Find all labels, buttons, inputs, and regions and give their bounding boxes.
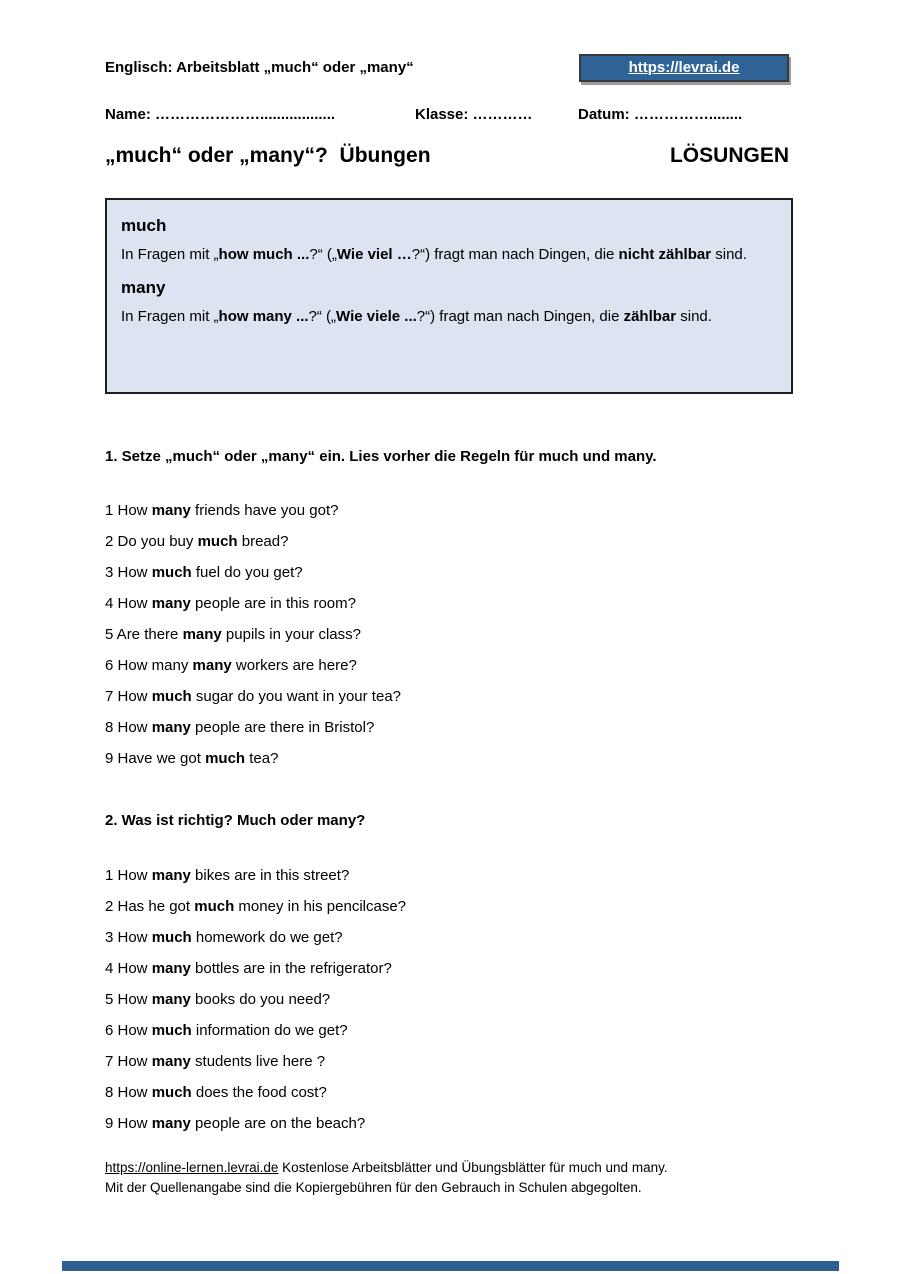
item-text: friends have you got?: [190, 502, 339, 519]
item-text: money in his pencilcase?: [234, 898, 407, 915]
item-number: 4: [105, 595, 114, 612]
item-text: sugar do you want in your tea?: [191, 688, 401, 705]
klasse-field: Klasse: …………: [415, 106, 533, 123]
item-answer: much: [194, 898, 235, 915]
item-number: 4: [105, 960, 114, 977]
item-answer: many: [182, 626, 222, 643]
item-text: people are in this room?: [190, 595, 356, 612]
rule-segment-bold: how much ...: [218, 246, 310, 263]
exercise2-heading: 2. Was ist richtig? Much oder many?: [105, 812, 366, 829]
item-answer: many: [151, 1115, 191, 1132]
item-answer: many: [151, 1053, 191, 1070]
item-text: tea?: [245, 750, 279, 767]
exercise1-item-3: [105, 557, 401, 588]
item-text: Has he got: [113, 898, 195, 915]
exercise1-heading: 1. Setze „much“ oder „many“ ein. Lies vorher die Regeln für much und many.: [105, 448, 657, 465]
item-text: How: [113, 960, 152, 977]
item-text: workers are here?: [231, 657, 357, 674]
item-answer: many: [151, 960, 191, 977]
item-number: 2: [105, 533, 114, 550]
exercise2-items: [105, 860, 406, 1139]
item-text: homework do we get?: [191, 929, 343, 946]
exercise2-item-8: [105, 1077, 406, 1108]
exercise1-items: [105, 495, 401, 774]
item-text: How: [113, 502, 152, 519]
item-text: Are there: [113, 626, 183, 643]
title-row: [105, 144, 789, 168]
item-number: 9: [105, 1115, 114, 1132]
item-answer: many: [151, 595, 191, 612]
item-number: 9: [105, 750, 114, 767]
item-text: bottles are in the refrigerator?: [190, 960, 392, 977]
item-number: 7: [105, 1053, 114, 1070]
bottom-page-bar: [62, 1261, 839, 1271]
item-text: people are on the beach?: [190, 1115, 366, 1132]
item-answer: many: [151, 867, 191, 884]
item-answer: many: [151, 991, 191, 1008]
item-text: bread?: [237, 533, 289, 550]
worksheet-header-title: Englisch: Arbeitsblatt „much“ oder „many“: [105, 59, 414, 76]
exercise2-item-1: [105, 860, 406, 891]
item-text: How: [113, 1053, 152, 1070]
solutions-label: LÖSUNGEN: [669, 144, 789, 167]
item-text: How: [113, 991, 152, 1008]
site-link[interactable]: https://levrai.de: [628, 59, 740, 76]
item-answer: many: [151, 502, 191, 519]
page-title: „much“ oder „many“? Übungen: [105, 144, 431, 167]
item-answer: much: [151, 688, 192, 705]
item-number: 6: [105, 1022, 114, 1039]
rule-segment-bold: how many ...: [218, 307, 309, 325]
item-answer: much: [151, 1022, 192, 1039]
rule-segment: sind.: [676, 307, 712, 325]
exercise1-item-6: [105, 650, 401, 681]
item-text: How: [113, 1084, 152, 1101]
item-text: people are there in Bristol?: [190, 719, 375, 736]
item-text: fuel do you get?: [191, 564, 303, 581]
item-number: 5: [105, 991, 114, 1008]
exercise1-item-9: [105, 743, 401, 774]
rule-segment: ?“) fragt man nach Dingen, die: [411, 246, 619, 263]
datum-field: Datum: ……………........: [578, 106, 743, 123]
item-text: pupils in your class?: [221, 626, 361, 643]
exercise2-item-3: [105, 922, 406, 953]
rule-term-much: much: [121, 216, 167, 235]
item-text: books do you need?: [190, 991, 331, 1008]
footer-line-1-text: Kostenlose Arbeitsblätter und Übungsblätter für much und many.: [278, 1160, 668, 1175]
rule-segment: sind.: [711, 246, 747, 263]
rule-many-text: [121, 306, 777, 328]
item-text: How: [113, 688, 152, 705]
exercise2-item-7: [105, 1046, 406, 1077]
exercise2-item-5: [105, 984, 406, 1015]
item-text: does the food cost?: [191, 1084, 327, 1101]
item-answer: much: [205, 750, 246, 767]
item-number: 1: [105, 867, 114, 884]
exercise2-item-4: [105, 953, 406, 984]
exercise1-item-5: [105, 619, 401, 650]
fill-in-fields-row: [105, 106, 789, 126]
item-answer: much: [151, 564, 192, 581]
exercise1-item-8: [105, 712, 401, 743]
item-text: How: [113, 719, 152, 736]
rule-segment-bold: nicht zählbar: [618, 246, 712, 263]
name-field: Name: …………………..................: [105, 106, 336, 123]
footer: [105, 1158, 668, 1198]
item-number: 5: [105, 626, 114, 643]
rule-segment-bold: zählbar: [623, 307, 677, 325]
item-number: 2: [105, 898, 114, 915]
item-text: How: [113, 564, 152, 581]
rule-much-text: [121, 244, 777, 266]
rule-segment: ?“ („: [309, 246, 337, 263]
exercise1-item-2: [105, 526, 401, 557]
item-number: 3: [105, 564, 114, 581]
rule-term-many: many: [121, 277, 166, 297]
item-text: How: [113, 1022, 152, 1039]
item-text: How: [113, 1115, 152, 1132]
exercise1-item-4: [105, 588, 401, 619]
exercise1-item-7: [105, 681, 401, 712]
item-number: 3: [105, 929, 114, 946]
item-number: 1: [105, 502, 114, 519]
item-text: bikes are in this street?: [190, 867, 350, 884]
item-number: 7: [105, 688, 114, 705]
item-text: How: [113, 929, 152, 946]
exercise1-item-1: [105, 495, 401, 526]
exercise2-item-6: [105, 1015, 406, 1046]
footer-line-1: [105, 1158, 668, 1178]
rule-segment: In Fragen mit „: [121, 246, 219, 263]
footer-line-2: Mit der Quellenangabe sind die Kopiergebühren für den Gebrauch in Schulen abgegolten.: [105, 1180, 642, 1195]
exercise2-item-9: [105, 1108, 406, 1139]
rule-segment-bold: Wie viele ...: [336, 307, 417, 325]
rule-segment: ?“) fragt man nach Dingen, die: [416, 307, 624, 325]
item-number: 8: [105, 1084, 114, 1101]
rule-segment: ?“ („: [308, 307, 337, 325]
item-answer: many: [192, 657, 232, 674]
item-text: How: [113, 867, 152, 884]
rule-segment: In Fragen mit „: [121, 307, 219, 325]
item-text: Do you buy: [113, 533, 198, 550]
item-text: Have we got: [113, 750, 206, 767]
item-answer: much: [151, 929, 192, 946]
item-text: students live here ?: [190, 1053, 326, 1070]
exercise2-item-2: [105, 891, 406, 922]
item-answer: much: [197, 533, 238, 550]
item-text: How: [113, 595, 152, 612]
header-row: [105, 54, 789, 82]
item-number: 8: [105, 719, 114, 736]
item-answer: much: [151, 1084, 192, 1101]
item-text: How many: [113, 657, 193, 674]
footer-link[interactable]: https://online-lernen.levrai.de: [105, 1160, 279, 1175]
item-text: information do we get?: [191, 1022, 348, 1039]
item-answer: many: [151, 719, 191, 736]
site-link-box[interactable]: [579, 54, 789, 82]
item-number: 6: [105, 657, 114, 674]
rule-segment-bold: Wie viel …: [336, 246, 412, 263]
grammar-rules-box: [105, 198, 793, 394]
